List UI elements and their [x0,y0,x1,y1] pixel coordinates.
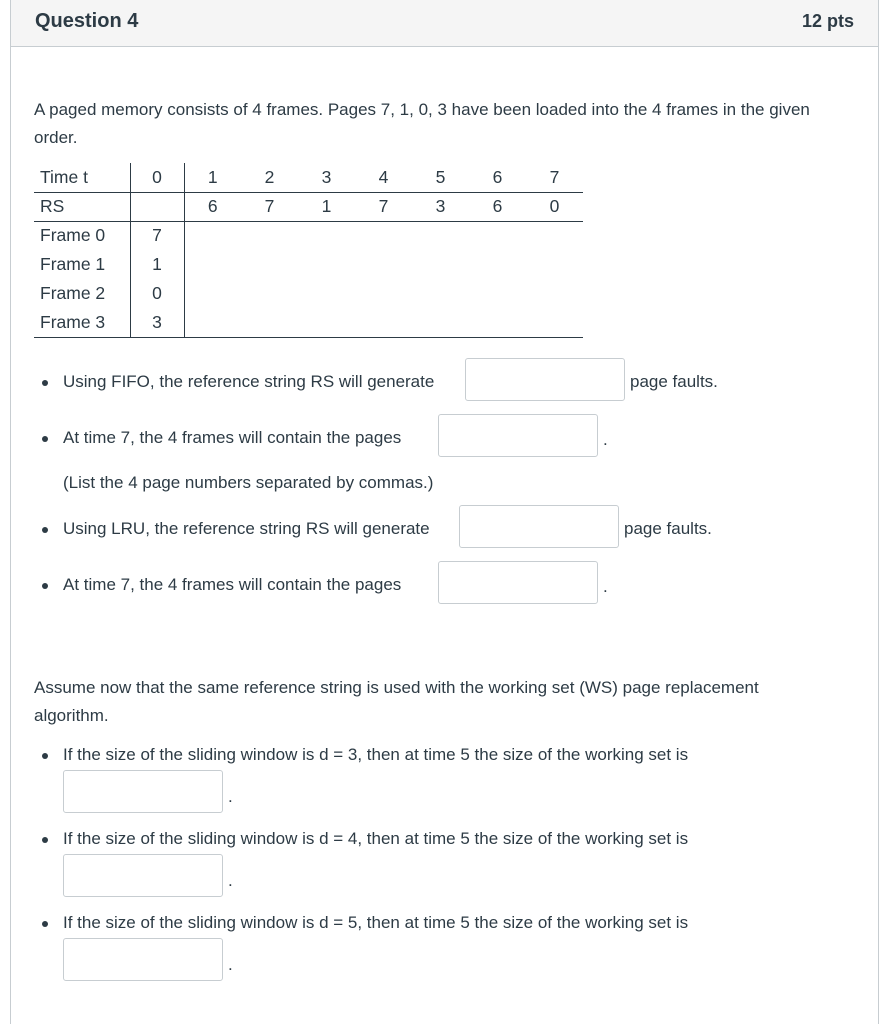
question-title: Question 4 [35,9,139,32]
time-cell: 3 [298,163,355,192]
lru-text: Using LRU, the reference string RS will generate [63,519,430,538]
ws-d5-input[interactable] [63,938,223,981]
time-cell: 0 [130,163,184,192]
ws-d5-text: If the size of the sliding window is d = 5, then at time 5 the size of the working set is [63,913,689,932]
table-row-frame-2 [34,279,583,308]
time-label: Time t [34,163,130,192]
period: . [228,871,233,890]
fifo-faults-input[interactable] [465,358,625,401]
fifo-pages-text: At time 7, the 4 frames will contain the pages [63,428,402,447]
time-cell: 5 [412,163,469,192]
time-cell: 6 [469,163,526,192]
frame-label: Frame 1 [34,250,130,279]
rs-cell: 6 [184,192,241,221]
question-intro: A paged memory consists of 4 frames. Pages 7, 1, 0, 3 have been loaded into the 4 frames in the given order. [34,100,810,147]
table-row-frame-0 [34,221,583,250]
lru-pages-text: At time 7, the 4 frames will contain the pages [63,575,402,594]
rs-label: RS [34,192,130,221]
table-row-frame-3 [34,308,583,337]
period: . [228,787,233,806]
bullet-icon [42,527,48,533]
table-row-rs [34,192,583,221]
rs-cell: 6 [469,192,526,221]
bullet-icon [42,837,48,843]
fifo-pages-input[interactable] [438,414,598,457]
ws-d4-text: If the size of the sliding window is d = 4, then at time 5 the size of the working set is [63,829,689,848]
frame-label: Frame 3 [34,308,130,337]
memory-table [34,163,583,338]
rs-cell: 7 [241,192,298,221]
fifo-suffix: page faults. [630,372,718,391]
time-cell: 4 [355,163,412,192]
list-hint: (List the 4 page numbers separated by commas.) [63,473,434,492]
fifo-text: Using FIFO, the reference string RS will generate [63,372,435,391]
frame-cell: 7 [130,221,184,250]
question-points: 12 pts [801,10,854,31]
ws-intro: Assume now that the same reference string is used with the working set (WS) page replacement algorithm. [34,678,759,725]
table-row-frame-1 [34,250,583,279]
period: . [228,955,233,974]
period: . [603,430,608,449]
frame-label: Frame 0 [34,221,130,250]
rs-cell: 3 [412,192,469,221]
question-header [11,0,878,47]
frame-cell: 3 [130,308,184,337]
frame-cell: 1 [130,250,184,279]
bullet-icon [42,583,48,589]
table-row-time [34,163,583,192]
bullet-icon [42,921,48,927]
frame-label: Frame 2 [34,279,130,308]
bullet-icon [42,436,48,442]
time-cell: 2 [241,163,298,192]
frame-cell: 0 [130,279,184,308]
ws-d4-input[interactable] [63,854,223,897]
rs-cell: 7 [355,192,412,221]
ws-d3-input[interactable] [63,770,223,813]
lru-faults-input[interactable] [459,505,619,548]
rs-cell: 0 [526,192,583,221]
time-cell: 7 [526,163,583,192]
period: . [603,577,608,596]
lru-suffix: page faults. [624,519,712,538]
rs-cell [130,192,184,221]
rs-cell: 1 [298,192,355,221]
lru-pages-input[interactable] [438,561,598,604]
bullet-icon [42,753,48,759]
bullet-icon [42,380,48,386]
ws-d3-text: If the size of the sliding window is d = 3, then at time 5 the size of the working set is [63,745,689,764]
time-cell: 1 [184,163,241,192]
